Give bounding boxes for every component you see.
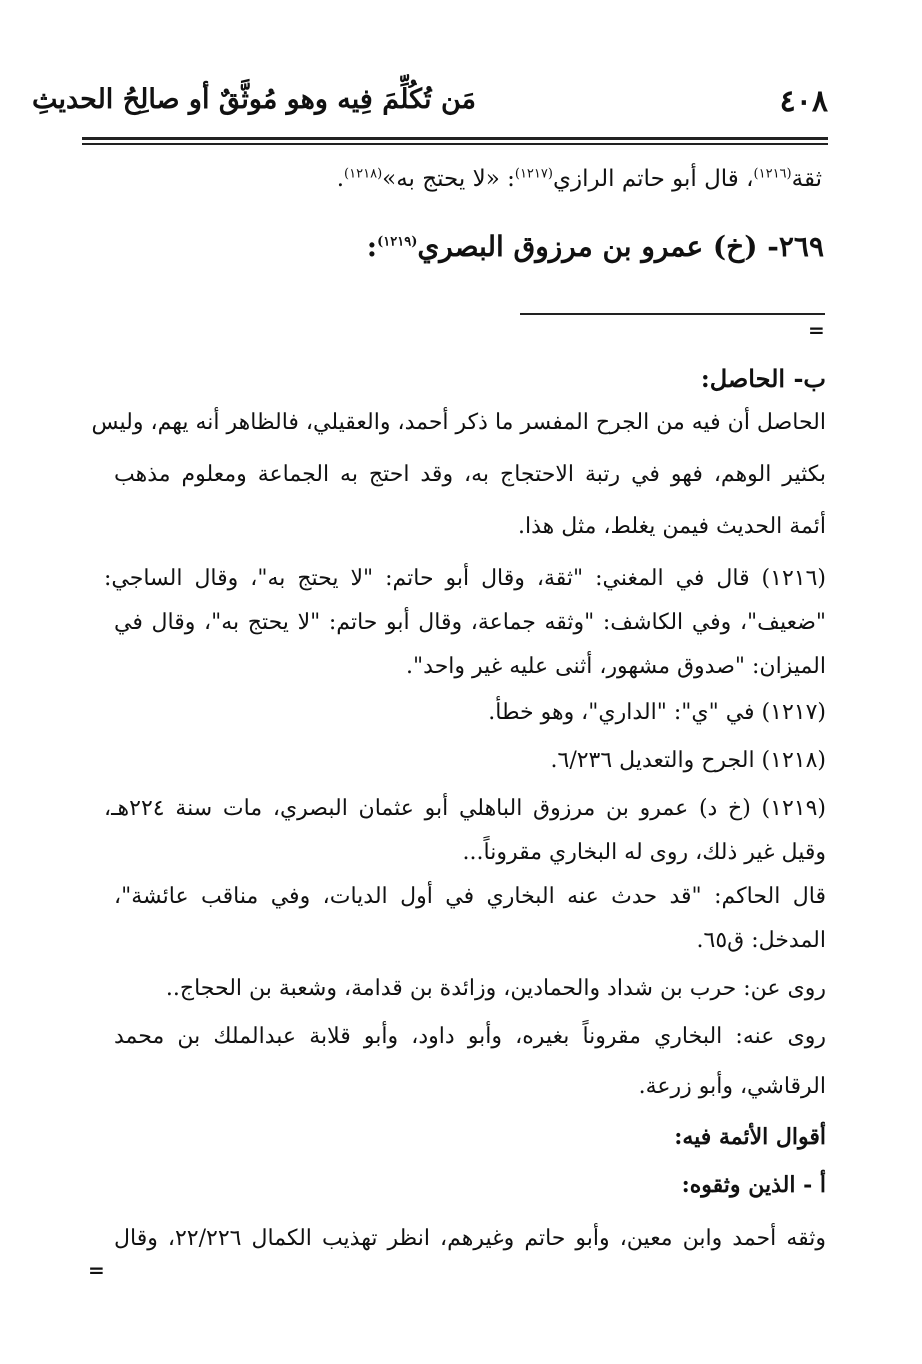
footnote-1218: (١٢١٨) الجرح والتعديل ٦/٢٣٦. [550,748,826,773]
entry-heading: ٢٦٩- (خ) عمرو بن مرزوق البصري$^{(١٢١٩)}$: [366,230,824,263]
footnote-1216-line-3: الميزان: "صدوق مشهور، أثنى عليه غير واحد". [406,654,826,679]
section-b-line-3: أئمة الحديث فيمن يغلط، مثل هذا. [518,514,826,539]
footnote-ref-1217[interactable]: (١٢١٧) [514,166,553,182]
header-rule-bottom [82,143,828,145]
header-rule-top [82,137,828,140]
footnote-1217: (١٢١٧) في "ي": "الداري"، وهو خطأ. [488,700,826,725]
footnote-ref-1218[interactable]: (١٢١٨) [344,166,383,182]
running-title: مَن تُكُلِّمَ فِيه وهو مُوثَّقٌ أو صالِحُ الحديثِ [31,84,476,115]
section-b-line-1: الحاصل أن فيه من الجرح المفسر ما ذكر أحمد، والعقيلي، فالظاهر أنه يهم، وليس [91,410,826,435]
footnote-1219-line-5: روى عن: حرب بن شداد والحمادين، وزائدة بن قدامة، وشعبة بن الحجاج.. [165,976,826,1001]
sayings-heading: أقوال الأئمة فيه: [674,1124,826,1150]
footnote-1216-line-1: (١٢١٦) قال في المغني: "ثقة، وقال أبو حاتم: "لا يحتج به"، وقال الساجي: [104,566,826,591]
footnote-divider [520,313,825,315]
footnote-1219-line-1: (١٢١٩) (خ د) عمرو بن مرزوق الباهلي أبو عثمان البصري، مات سنة ٢٢٤هـ، [104,796,826,821]
page-number: ٤٠٨ [779,84,828,119]
footnote-1219-line-2: وقيل غير ذلك، روى له البخاري مقروناً... [462,840,826,865]
continuation-mark-top: = [808,318,825,342]
continuation-mark-bottom: = [88,1258,105,1282]
footnote-ref-1219[interactable]: (١٢١٩) [377,234,418,250]
section-b-line-2: بكثير الوهم، فهو في رتبة الاحتجاج به، وقد احتج به الجماعة ومعلوم مذهب [114,462,826,487]
footnote-last-line: وثقه أحمد وابن معين، وأبو حاتم وغيرهم، انظر تهذيب الكمال ٢٢/٢٢٦، وقال [114,1226,826,1251]
footnote-1219-line-7: الرقاشي، وأبو زرعة. [638,1074,826,1099]
section-b-title: ب- الحاصل: [700,364,826,393]
footnote-ref-1216[interactable]: (١٢١٦) [753,166,792,182]
footnote-1219-line-6: روى عنه: البخاري مقروناً بغيره، وأبو داود، وأبو قلابة عبدالملك بن محمد [114,1024,826,1049]
footnote-1216-line-2: "ضعيف"، وفي الكاشف: "وثقه جماعة، وقال أبو حاتم: "لا يحتج به"، وقال في [114,610,826,635]
footnote-1219-line-3: قال الحاكم: "قد حدث عنه البخاري في أول الديات، وفي مناقب عائشة"، [114,884,826,909]
body-line-1: ثقة$^{(١٢١٦)}$، قال أبو حاتم الرازي$^{(١٢١٧)}$: «لا يحتج به»$^{(١٢١٨)}$. [336,166,822,192]
trusted-by-heading: أ - الذين وثقوه: [681,1172,826,1198]
footnote-1219-line-4: المدخل: ق٦٥. [696,928,826,953]
